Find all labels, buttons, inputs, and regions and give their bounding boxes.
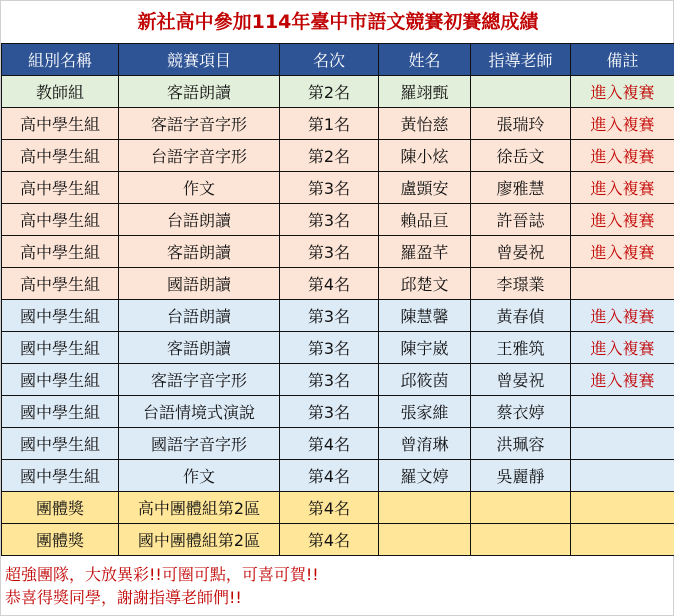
cell-name: [379, 492, 471, 524]
cell-teacher: 蔡衣婷: [471, 396, 571, 428]
table-row: [2, 236, 674, 268]
cell-teacher: 李璟業: [471, 268, 571, 300]
cell-name: 張家維: [379, 396, 471, 428]
table-row: [2, 300, 674, 332]
cell-name: 邱筱茵: [379, 364, 471, 396]
header-note: 備註: [571, 44, 674, 76]
cell-event: 作文: [119, 460, 280, 492]
table-row: [2, 396, 674, 428]
table-row: [2, 460, 674, 492]
cell-note: [571, 460, 674, 492]
cell-event: 客語字音字形: [119, 364, 280, 396]
cell-event: 台語字音字形: [119, 140, 280, 172]
table-row: [2, 268, 674, 300]
cell-teacher: 王雅筑: [471, 332, 571, 364]
cell-rank: 第2名: [280, 76, 379, 108]
cell-note: 進入複賽: [571, 140, 674, 172]
header-rank: 名次: [280, 44, 379, 76]
header-row: [2, 44, 674, 76]
cell-rank: 第3名: [280, 300, 379, 332]
cell-name: 羅文婷: [379, 460, 471, 492]
cell-group: 高中學生組: [2, 172, 119, 204]
cell-event: 國語朗讀: [119, 268, 280, 300]
footer-line-2: 恭喜得獎同學，謝謝指導老師們!!: [5, 588, 242, 607]
table-row: [2, 364, 674, 396]
cell-rank: 第3名: [280, 332, 379, 364]
cell-teacher: 張瑞玲: [471, 108, 571, 140]
cell-rank: 第3名: [280, 364, 379, 396]
cell-event: 客語朗讀: [119, 76, 280, 108]
table-row: [2, 332, 674, 364]
cell-group: 高中學生組: [2, 140, 119, 172]
cell-note: [571, 524, 674, 556]
cell-teacher: 許晉誌: [471, 204, 571, 236]
table-row: [2, 108, 674, 140]
cell-teacher: [471, 76, 571, 108]
cell-rank: 第3名: [280, 172, 379, 204]
cell-event: 台語朗讀: [119, 300, 280, 332]
cell-rank: 第2名: [280, 140, 379, 172]
cell-note: 進入複賽: [571, 236, 674, 268]
header-name: 姓名: [379, 44, 471, 76]
cell-group: 團體獎: [2, 492, 119, 524]
cell-rank: 第4名: [280, 428, 379, 460]
cell-event: 國語字音字形: [119, 428, 280, 460]
cell-note: [571, 396, 674, 428]
cell-group: 團體獎: [2, 524, 119, 556]
cell-note: 進入複賽: [571, 364, 674, 396]
cell-group: 高中學生組: [2, 204, 119, 236]
cell-teacher: 曾晏祝: [471, 364, 571, 396]
cell-teacher: 徐岳文: [471, 140, 571, 172]
cell-event: 客語朗讀: [119, 332, 280, 364]
cell-note: 進入複賽: [571, 332, 674, 364]
cell-event: 台語情境式演說: [119, 396, 280, 428]
cell-teacher: 廖雅慧: [471, 172, 571, 204]
cell-rank: 第3名: [280, 396, 379, 428]
cell-rank: 第4名: [280, 492, 379, 524]
table-row: [2, 204, 674, 236]
cell-rank: 第4名: [280, 268, 379, 300]
header-event: 競賽項目: [119, 44, 280, 76]
cell-rank: 第4名: [280, 524, 379, 556]
table-row: [2, 524, 674, 556]
table-row: [2, 492, 674, 524]
cell-group: 國中學生組: [2, 396, 119, 428]
cell-rank: 第3名: [280, 204, 379, 236]
cell-event: 國中團體組第2區: [119, 524, 280, 556]
cell-teacher: 洪珮容: [471, 428, 571, 460]
table-row: [2, 140, 674, 172]
cell-name: 羅翊甄: [379, 76, 471, 108]
cell-teacher: 吳麗靜: [471, 460, 571, 492]
cell-group: 教師組: [2, 76, 119, 108]
cell-group: 高中學生組: [2, 268, 119, 300]
cell-name: 曾淯琳: [379, 428, 471, 460]
cell-group: 高中學生組: [2, 108, 119, 140]
table-row: [2, 76, 674, 108]
footer-message: [5, 563, 319, 609]
cell-event: 客語字音字形: [119, 108, 280, 140]
page-title: 新社高中參加114年臺中市語文競賽初賽總成績: [137, 11, 539, 33]
cell-teacher: 曾晏祝: [471, 236, 571, 268]
cell-rank: 第1名: [280, 108, 379, 140]
cell-group: 國中學生組: [2, 300, 119, 332]
cell-name: 陳宇崴: [379, 332, 471, 364]
cell-teacher: [471, 524, 571, 556]
footer-line-1: 超強團隊，大放異彩!!可圈可點，可喜可賀!!: [5, 565, 319, 584]
cell-rank: 第4名: [280, 460, 379, 492]
cell-note: 進入複賽: [571, 204, 674, 236]
cell-event: 客語朗讀: [119, 236, 280, 268]
cell-rank: 第3名: [280, 236, 379, 268]
cell-note: [571, 428, 674, 460]
cell-name: 黃怡慈: [379, 108, 471, 140]
cell-teacher: 黃春偵: [471, 300, 571, 332]
cell-event: 高中團體組第2區: [119, 492, 280, 524]
cell-event: 台語朗讀: [119, 204, 280, 236]
results-table: [1, 43, 674, 556]
table-row: [2, 428, 674, 460]
cell-group: 高中學生組: [2, 236, 119, 268]
cell-note: [571, 268, 674, 300]
cell-note: 進入複賽: [571, 108, 674, 140]
cell-group: 國中學生組: [2, 460, 119, 492]
cell-teacher: [471, 492, 571, 524]
cell-name: 賴品亘: [379, 204, 471, 236]
cell-name: 邱楚文: [379, 268, 471, 300]
cell-note: 進入複賽: [571, 172, 674, 204]
cell-group: 國中學生組: [2, 332, 119, 364]
cell-name: 陳慧馨: [379, 300, 471, 332]
cell-event: 作文: [119, 172, 280, 204]
cell-note: 進入複賽: [571, 76, 674, 108]
cell-group: 國中學生組: [2, 364, 119, 396]
cell-group: 國中學生組: [2, 428, 119, 460]
cell-name: 盧顗安: [379, 172, 471, 204]
header-group: 組別名稱: [2, 44, 119, 76]
cell-note: [571, 492, 674, 524]
cell-name: 羅盈芊: [379, 236, 471, 268]
cell-name: [379, 524, 471, 556]
cell-name: 陳小炫: [379, 140, 471, 172]
header-teacher: 指導老師: [471, 44, 571, 76]
cell-note: 進入複賽: [571, 300, 674, 332]
table-row: [2, 172, 674, 204]
